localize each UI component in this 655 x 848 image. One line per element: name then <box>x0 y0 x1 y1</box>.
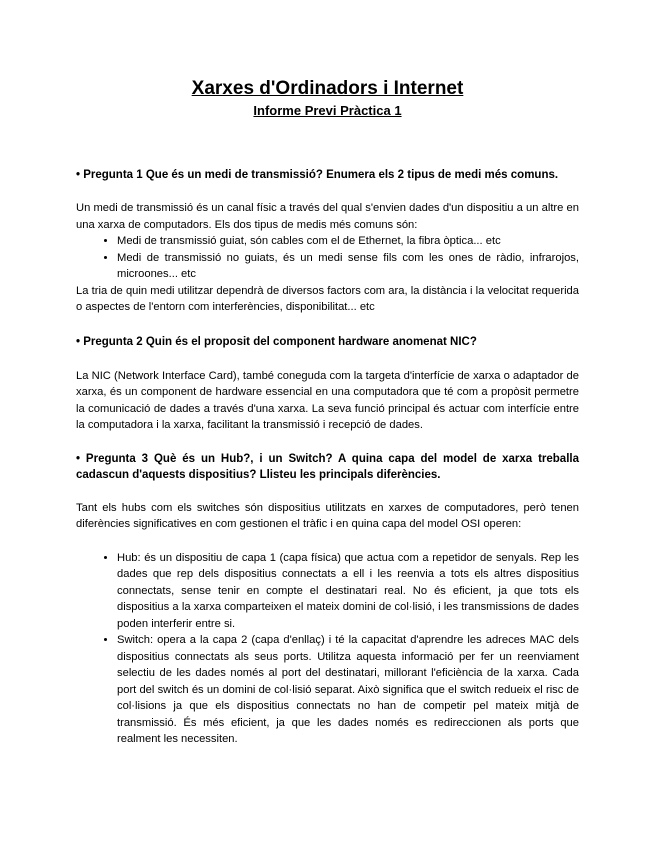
answer-3-intro: Tant els hubs com els switches són dispositius utilitzats en xarxes de computadores, però tenen diferències significatives en com gestionen el tràfic i en quina capa del model OSI operen: <box>76 501 579 530</box>
question-1: • Pregunta 1 Que és un medi de transmissió? Enumera els 2 tipus de medi més comuns. <box>76 169 559 181</box>
answer-2: La NIC (Network Interface Card), també coneguda com la targeta d'interfície de xarxa o adaptador de xarxa, és un component de hardware essencial en una computadora que té com a propòsit permetre la comunicació de dades a través d'una xarxa. La seva funció principal és actuar com interfície entre la computadora i la xarxa, facilitant la transmissió i recepció de dades. <box>76 369 579 431</box>
list-item: • Medi de transmissió no guiats, és un medi sense fils com les ones de ràdio, infrarojos, microones... etc <box>117 250 579 283</box>
question-3: • Pregunta 3 Què és un Hub?, i un Switch? A quina capa del model de xarxa treballa cadascun d'aquests dispositius? Llisteu les principals diferències. <box>76 452 579 481</box>
question-2: • Pregunta 2 Quin és el proposit del component hardware anomenat NIC? <box>76 335 477 348</box>
list-item: • Switch: opera a la capa 2 (capa d'enllaç) i té la capacitat d'aprendre les adreces MAC dels dispositius connectats als seus ports. Utilitza aquesta informació per fer un reenviament selectiu de les dades només al port del destinatari, millorant l'eficiència de la xarxa. Cada port del switch és un domini de col·lisió separat. Això significa que el switch redueix el risc de col·lisions ja que els dispositius connectats no han de competir pel mateix mitjà de transmissió. És més eficient, ja que les dades només es redireccionen als ports que realment les necessiten. <box>117 632 579 748</box>
answer-1-intro: Un medi de transmissió és un canal físic a través del qual s'envien dades d'un dispositiu a un altre en una xarxa de computadors. Els dos tipus de medis més comuns són: <box>76 202 579 231</box>
document-subtitle: Informe Previ Pràctica 1 <box>253 103 402 118</box>
answer-3-list <box>76 550 579 748</box>
document-title: Xarxes d'Ordinadors i Internet <box>191 78 464 99</box>
answer-1-list <box>76 233 579 283</box>
list-item: • Medi de transmissió guiat, són cables com el de Ethernet, la fibra òptica... etc <box>117 233 579 250</box>
list-item: • Hub: és un dispositiu de capa 1 (capa física) que actua com a repetidor de senyals. Rep les dades que rep dels dispositius connectats a ell i les reenvia a tots els altres dispositius connectats, sense tenir en compte el destinatari real. No és eficient, ja que tots els dispositius a la xarxa comparteixen el mateix domini de col·lisió, i les transmissions de dades poden interferir entre si. <box>117 550 579 633</box>
document-page <box>76 78 579 748</box>
answer-1-outro: La tria de quin medi utilitzar dependrà de diversos factors com ara, la distància i la velocitat requerida o aspectes de l'entorn com interferències, disponibilitat... etc <box>76 284 579 313</box>
